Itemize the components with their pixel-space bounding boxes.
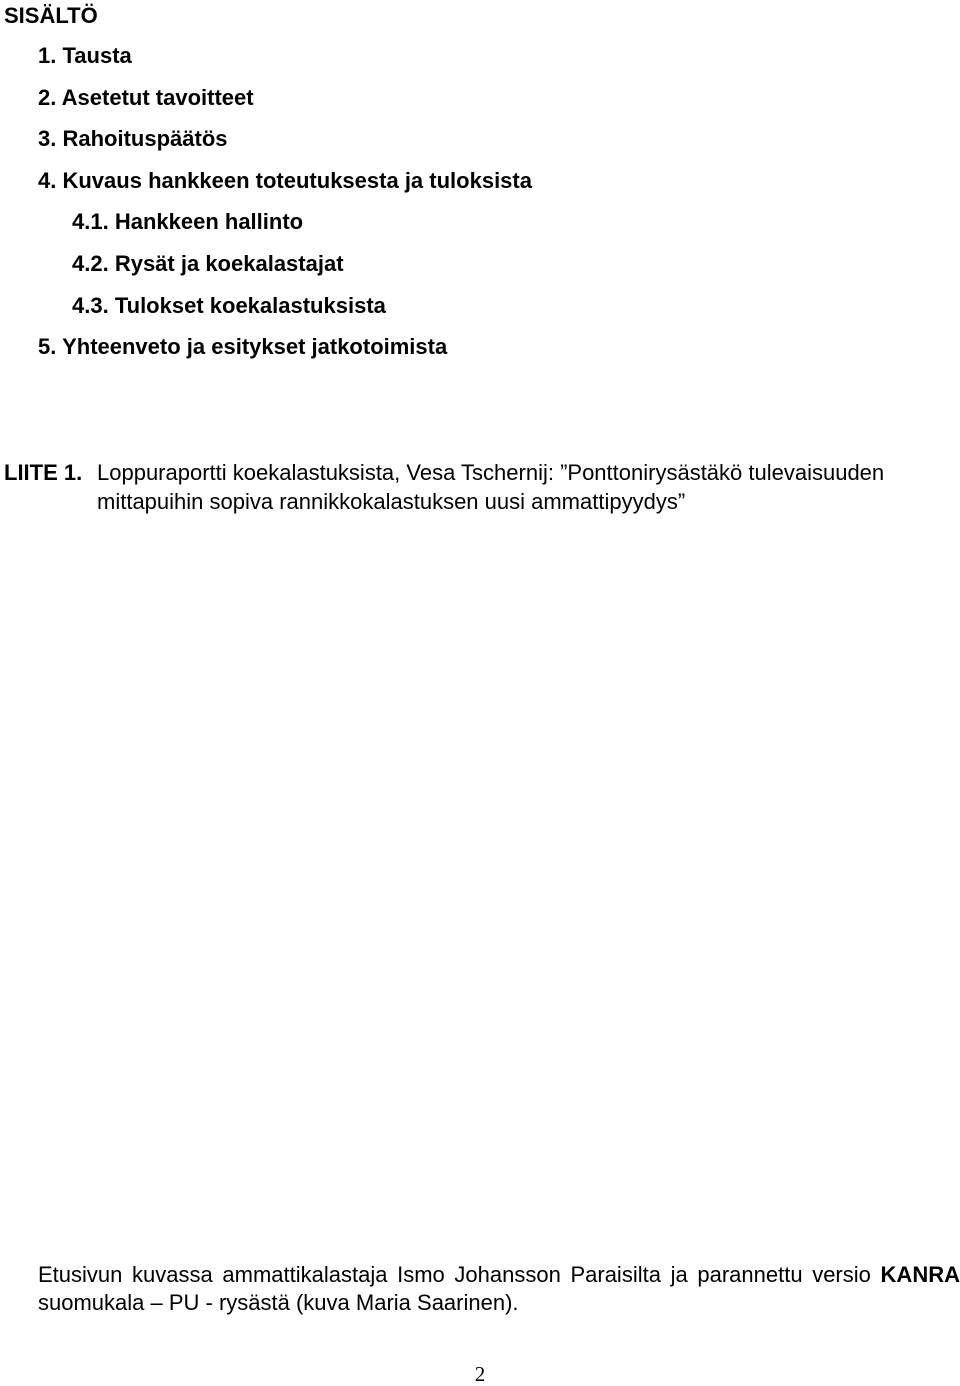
toc-item-text: Yhteenveto ja esitykset jatkotoimista xyxy=(62,334,448,359)
toc-title: SISÄLTÖ xyxy=(4,3,98,28)
toc-item-number: 4.3. xyxy=(72,293,109,318)
cover-photo-caption xyxy=(38,1261,960,1317)
caption-rest: suomukala – PU - rysästä (kuva Maria Saarinen). xyxy=(38,1290,519,1315)
toc-item-5 xyxy=(38,334,447,360)
toc-item-1 xyxy=(38,43,132,69)
toc-item-4 xyxy=(38,168,532,194)
caption-lead: Etusivun kuvassa ammattikalastaja Ismo Johansson Paraisilta ja parannettu versio xyxy=(38,1262,871,1287)
toc-item-number: 4. xyxy=(38,168,57,193)
toc-item-text: Rysät ja koekalastajat xyxy=(114,251,344,276)
toc-item-number: 1. xyxy=(38,43,57,68)
toc-item-number: 4.2. xyxy=(72,251,109,276)
toc-item-text: Asetetut tavoitteet xyxy=(61,85,254,110)
caption-bold: KANRA xyxy=(880,1262,960,1287)
toc-item-number: 3. xyxy=(38,126,57,151)
toc-item-2 xyxy=(38,85,254,111)
toc-item-text: Rahoituspäätös xyxy=(62,126,228,151)
toc-item-4-3 xyxy=(72,293,386,319)
appendix-entry xyxy=(4,458,960,516)
toc-item-text: Tulokset koekalastuksista xyxy=(114,293,386,318)
toc-item-number: 4.1. xyxy=(72,209,109,234)
toc-item-text: Hankkeen hallinto xyxy=(114,209,304,234)
toc-item-text: Tausta xyxy=(62,43,132,68)
toc-item-3 xyxy=(38,126,228,152)
toc-item-text: Kuvaus hankkeen toteutuksesta ja tuloksista xyxy=(62,168,532,193)
toc-item-4-2 xyxy=(72,251,344,277)
appendix-text: Loppuraportti koekalastuksista, Vesa Tschernij: ”Ponttonirysästäkö tulevaisuuden mittapuihin sopiva rannikkokalastuksen uusi ammattipyydys” xyxy=(97,460,885,514)
toc-item-4-1 xyxy=(72,209,303,235)
appendix-label: LIITE 1. xyxy=(4,460,83,485)
toc-item-number: 2. xyxy=(38,85,57,110)
page-number: 2 xyxy=(474,1362,486,1386)
toc-item-number: 5. xyxy=(38,334,57,359)
